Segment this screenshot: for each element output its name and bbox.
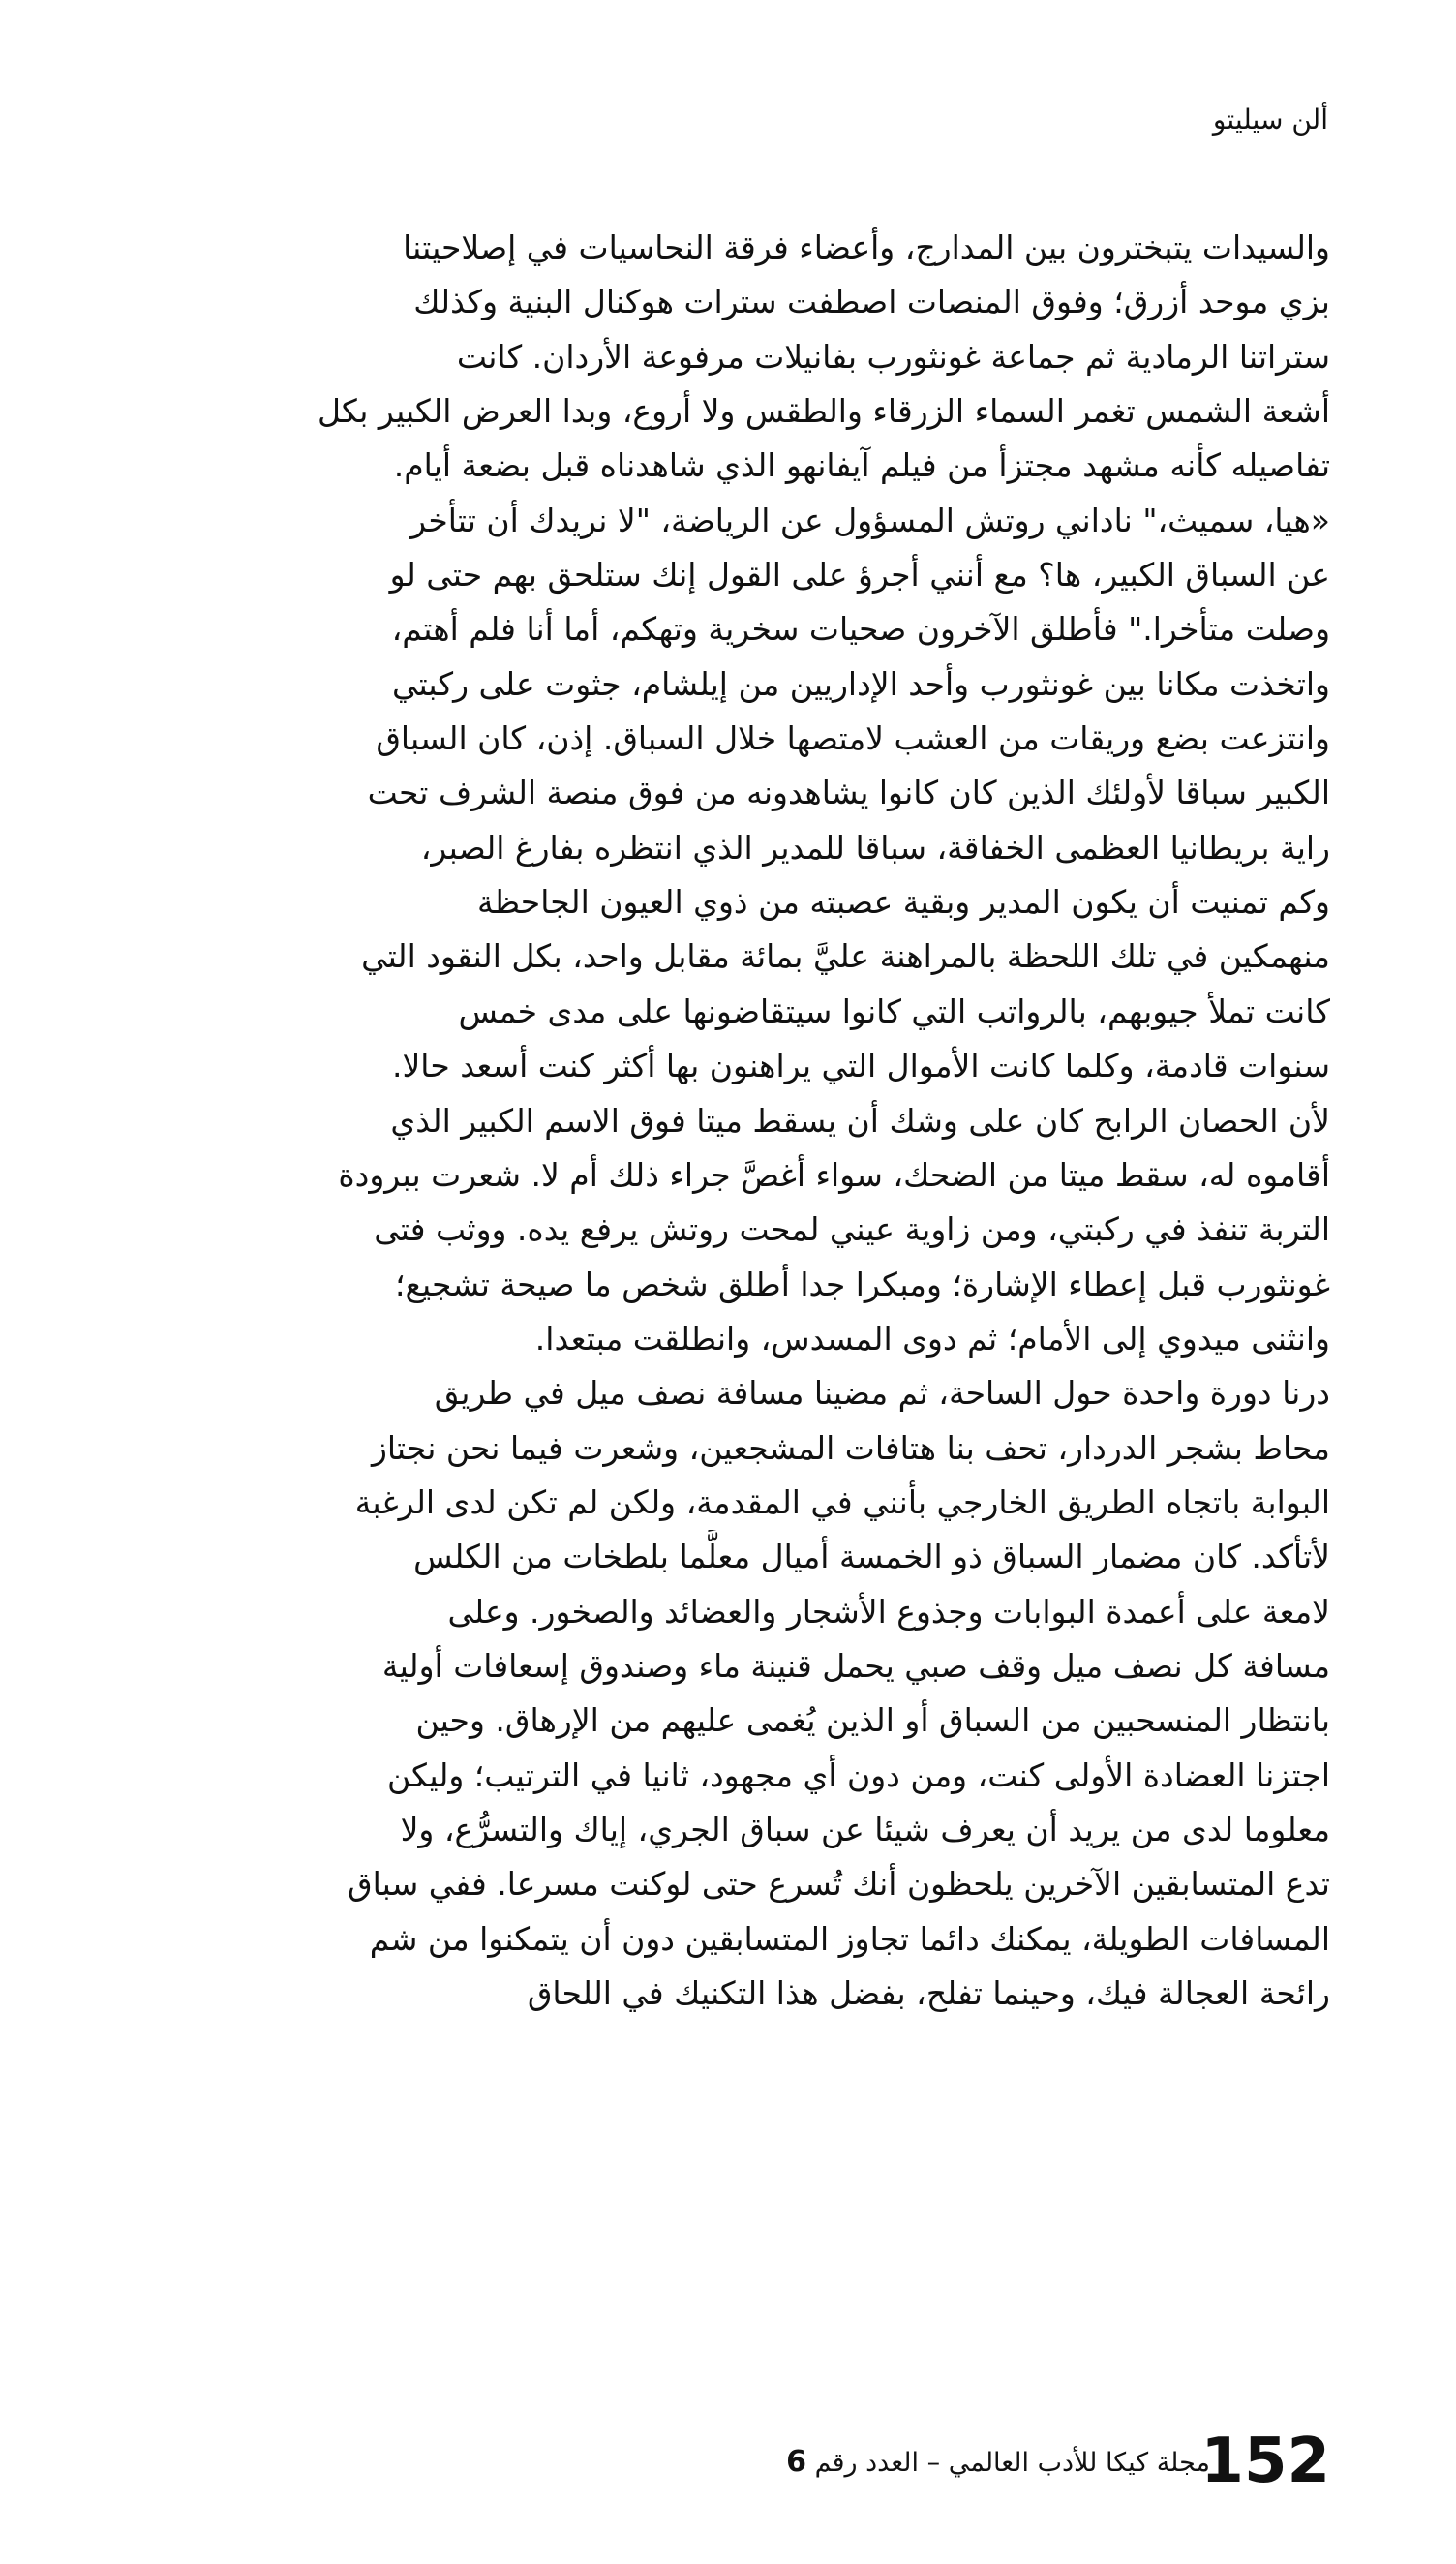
journal-credit xyxy=(786,2445,1210,2479)
body-line: «هيا، سميث،" ناداني روتش المسؤول عن الرياضة، "لا نريدك أن تتأخر xyxy=(410,501,1330,539)
body-line: لأن الحصان الرابح كان على وشك أن يسقط ميتا فوق الاسم الكبير الذي xyxy=(390,1101,1330,1140)
body-line: والسيدات يتبخترون بين المدارج، وأعضاء فرقة النحاسيات في إصلاحيتنا xyxy=(403,229,1330,266)
body-line: البوابة باتجاه الطريق الخارجي بأنني في المقدمة، ولكن لم تكن لدى الرغبة xyxy=(354,1482,1330,1521)
body-line: رائحة العجالة فيك، وحينما تفلح، بفضل هذا التكنيك في اللحاق xyxy=(527,1974,1330,2012)
body-line: وصلت متأخرا." فأطلق الآخرون صحيات سخرية وتهكم، أما أنا فلم أهتم، xyxy=(391,610,1330,649)
page-number: 152 xyxy=(1200,2426,1330,2497)
body-line: تدع المتسابقين الآخرين يلحظون أنك تُسرع حتى لوكنت مسرعا. ففي سباق xyxy=(348,1865,1330,1904)
body-line: لامعة على أعمدة البوابات وجذوع الأشجار والعضائد والصخور. وعلى xyxy=(447,1592,1330,1631)
body-line: غونثورب قبل إعطاء الإشارة؛ ومبكرا جدا أطلق شخص ما صيحة تشجيع؛ xyxy=(395,1265,1330,1303)
body-line: وانتزعت بضع وريقات من العشب لامتصها خلال السباق. إذن، كان السباق xyxy=(376,719,1330,758)
body-line: التربة تنفذ في ركبتي، ومن زاوية عيني لمحت روتش يرفع يده. ووثب فتى xyxy=(374,1210,1330,1249)
body-line: درنا دورة واحدة حول الساحة، ثم مضينا مسافة نصف ميل في طريق xyxy=(434,1374,1330,1413)
body-line: مسافة كل نصف ميل وقف صبي يحمل قنينة ماء وصندوق إسعافات أولية xyxy=(381,1646,1330,1685)
running-head-author: ألن سيليتو xyxy=(1212,104,1328,136)
body-line: بانتظار المنسحبين من السباق أو الذين يُغمى عليهم من الإرهاق. وحين xyxy=(415,1701,1330,1740)
body-line: وكم تمنيت أن يكون المدير وبقية عصبته من ذوي العيون الجاحظة xyxy=(477,883,1330,922)
body-line: كانت تملأ جيوبهم، بالرواتب التي كانوا سيتقاضونها على مدى خمس xyxy=(458,992,1330,1030)
issue-number: 6 xyxy=(786,2445,806,2479)
body-line: منهمكين في تلك اللحظة بالمراهنة عليَّ بمائة مقابل واحد، بكل النقود التي xyxy=(361,937,1330,976)
body-line: راية بريطانيا العظمى الخفاقة، سباقا للمدير الذي انتظره بفارغ الصبر، xyxy=(420,828,1330,867)
body-line: لأتأكد. كان مضمار السباق ذو الخمسة أميال معلَّما بلطخات من الكلس xyxy=(413,1538,1330,1576)
body-line: اجتزنا العضادة الأولى كنت، ومن دون أي مجهود، ثانيا في الترتيب؛ وليكن xyxy=(387,1755,1330,1794)
body-line: بزي موحد أزرق؛ وفوق المنصات اصطفت سترات هوكنال البنية وكذلك xyxy=(413,283,1330,321)
body-line: محاط بشجر الدردار، تحف بنا هتافات المشجعين، وشعرت فيما نحن نجتاز xyxy=(371,1428,1330,1467)
article-body xyxy=(124,221,1330,2021)
body-line: أشعة الشمس تغمر السماء الزرقاء والطقس ولا أروع، وبدا العرض الكبير بكل xyxy=(317,392,1330,431)
body-line: وانثنى ميدوي إلى الأمام؛ ثم دوى المسدس، وانطلقت مبتعدا. xyxy=(534,1319,1330,1358)
body-line: ستراتنا الرمادية ثم جماعة غونثورب بفانيلات مرفوعة الأردان. كانت xyxy=(456,337,1330,376)
body-line: معلوما لدى من يريد أن يعرف شيئا عن سباق الجري، إياك والتسرُّع، ولا xyxy=(400,1810,1330,1848)
body-line: سنوات قادمة، وكلما كانت الأموال التي يراهنون بها أكثر كنت أسعد حالا. xyxy=(391,1047,1330,1085)
body-line: عن السباق الكبير، ها؟ مع أنني أجرؤ على القول إنك ستلحق بهم حتى لو xyxy=(389,556,1330,595)
journal-title: مجلة كيكا للأدب العالمي – العدد رقم xyxy=(814,2448,1210,2478)
body-line: الكبير سباقا لأولئك الذين كان كانوا يشاهدونه من فوق منصة الشرف تحت xyxy=(367,774,1330,812)
body-line: أقاموه له، سقط ميتا من الضحك، سواء أغصَّ جراء ذلك أم لا. شعرت ببرودة xyxy=(338,1155,1330,1194)
body-line: المسافات الطويلة، يمكنك دائما تجاوز المتسابقين دون أن يتمكنوا من شم xyxy=(369,1919,1330,1958)
body-line: تفاصيله كأنه مشهد مجتزأ من فيلم آيفانهو الذي شاهدناه قبل بضعة أيام. xyxy=(393,446,1330,485)
body-line: واتخذت مكانا بين غونثورب وأحد الإداريين من إيلشام، جثوت على ركبتي xyxy=(391,664,1330,703)
